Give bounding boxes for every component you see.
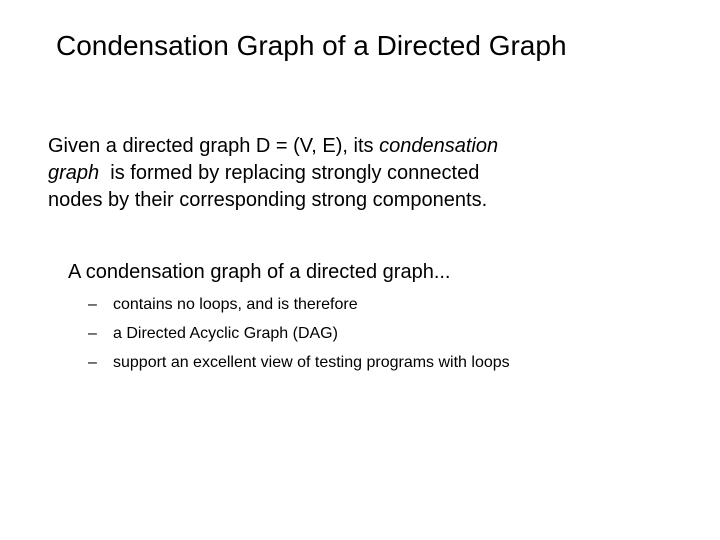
slide-title: Condensation Graph of a Directed Graph bbox=[56, 30, 567, 61]
bullet-dash: – bbox=[88, 354, 97, 371]
bullet-dash: – bbox=[88, 325, 97, 342]
intro-paragraph bbox=[48, 133, 628, 214]
list-item-text: contains no loops, and is therefore bbox=[113, 296, 358, 313]
intro-line-1 bbox=[48, 133, 628, 160]
intro-text: is formed by replacing strongly connected bbox=[99, 162, 480, 184]
list-item-text: a Directed Acyclic Graph (DAG) bbox=[113, 325, 338, 342]
list-item bbox=[88, 348, 510, 377]
intro-line-2 bbox=[48, 160, 628, 187]
intro-emphasis: graph bbox=[48, 162, 100, 184]
intro-line-3: nodes by their corresponding strong components. bbox=[48, 189, 488, 211]
condensation-subheading: A condensation graph of a directed graph... bbox=[68, 261, 451, 283]
bullet-dash: – bbox=[88, 296, 97, 313]
intro-text: Given a directed graph D = (V, E), its bbox=[48, 135, 380, 157]
list-item-text: support an excellent view of testing programs with loops bbox=[113, 354, 510, 371]
list-item bbox=[88, 290, 510, 319]
property-list bbox=[88, 290, 510, 377]
intro-emphasis: condensation bbox=[379, 135, 499, 157]
list-item bbox=[88, 319, 510, 348]
